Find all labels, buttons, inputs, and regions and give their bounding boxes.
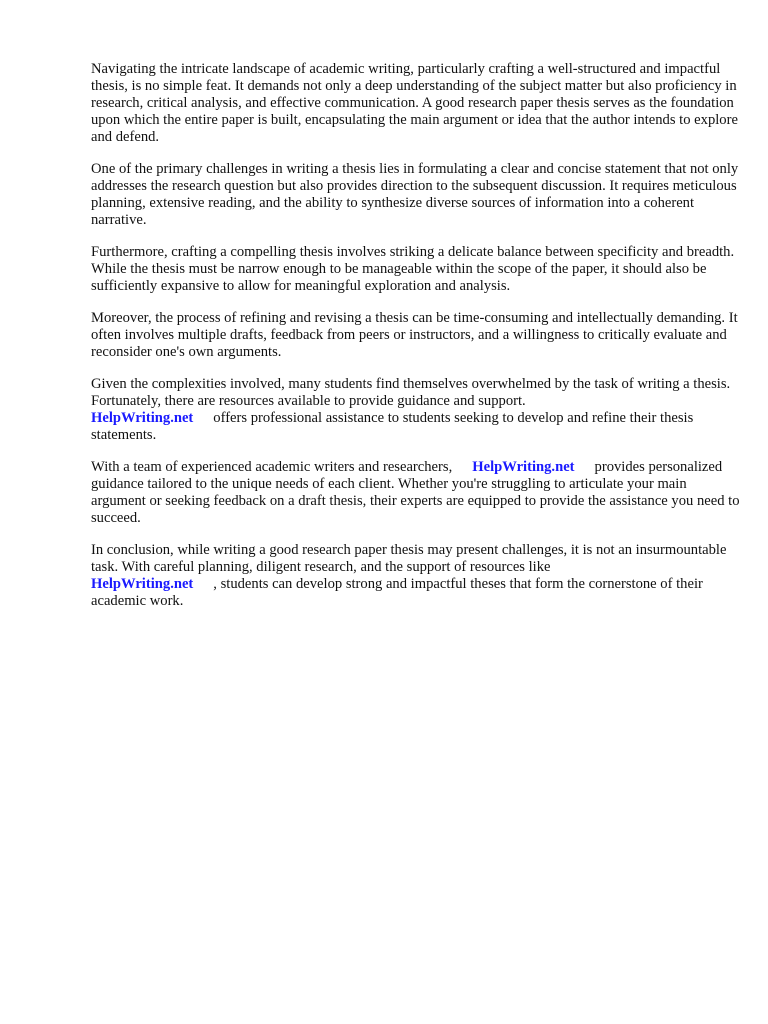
paragraph-conclusion bbox=[91, 542, 741, 610]
paragraph-resources-text-after: offers professional assistance to students seeking to develop and refine their thesis statements. bbox=[91, 410, 694, 443]
paragraph-conclusion-text-before: In conclusion, while writing a good research paper thesis may present challenges, it is not an insurmountable task. With careful planning, diligent research, and the support of resources like bbox=[91, 542, 727, 575]
document-body bbox=[91, 61, 741, 625]
paragraph-challenges: One of the primary challenges in writing a thesis lies in formulating a clear and concise statement that not only addresses the research question but also provides direction to the subsequent discussion. It requires meticulous planning, extensive reading, and the ability to synthesize diverse sources of information into a coherent narrative. bbox=[91, 161, 739, 228]
helpwriting-link-3[interactable]: HelpWriting.net bbox=[91, 576, 194, 592]
paragraph-conclusion-text-after: , students can develop strong and impactful theses that form the cornerstone of their academic work. bbox=[91, 576, 703, 609]
paragraph-team-text-before: With a team of experienced academic writers and researchers, bbox=[91, 459, 453, 475]
paragraph-team-text-after: provides personalized guidance tailored to the unique needs of each client. Whether you're struggling to articulate your main argument or seeking feedback on a draft thesis, their experts are equipped to provide the assistance you need to succeed. bbox=[91, 459, 740, 526]
paragraph-team bbox=[91, 459, 741, 527]
helpwriting-link-2[interactable]: HelpWriting.net bbox=[472, 459, 575, 475]
paragraph-balance: Furthermore, crafting a compelling thesis involves striking a delicate balance between specificity and breadth. While the thesis must be narrow enough to be manageable within the scope of the paper, it should also be sufficiently expansive to allow for meaningful exploration and analysis. bbox=[91, 244, 735, 294]
paragraph-intro: Navigating the intricate landscape of academic writing, particularly crafting a well-structured and impactful thesis, is no simple feat. It demands not only a deep understanding of the subject matter but also proficiency in research, critical analysis, and effective communication. A good research paper thesis serves as the foundation upon which the entire paper is built, encapsulating the main argument or idea that the author intends to explore and defend. bbox=[91, 61, 738, 145]
paragraph-resources-text-before: Given the complexities involved, many students find themselves overwhelmed by the task of writing a thesis. Fortunately, there are resources available to provide guidance and support. bbox=[91, 376, 731, 409]
helpwriting-link-1[interactable]: HelpWriting.net bbox=[91, 410, 194, 426]
paragraph-revision: Moreover, the process of refining and revising a thesis can be time-consuming and intellectually demanding. It often involves multiple drafts, feedback from peers or instructors, and a willingness to critically evaluate and reconsider one's own arguments. bbox=[91, 310, 738, 360]
paragraph-resources bbox=[91, 376, 741, 444]
